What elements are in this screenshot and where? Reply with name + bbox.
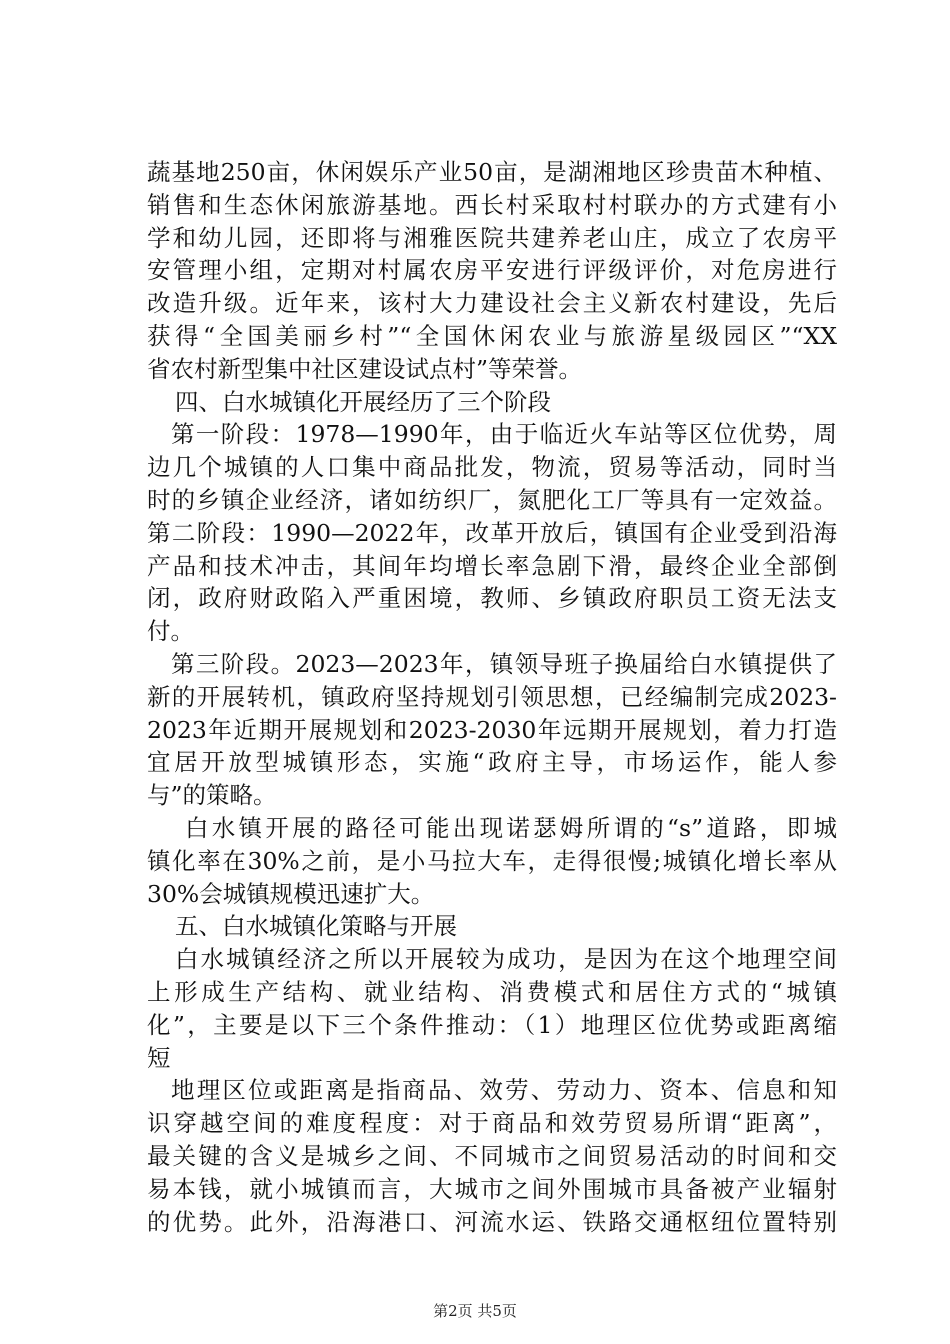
text-line: 最关键的含义是城乡之间、不同城市之间贸易活动的时间和交: [147, 1141, 837, 1170]
text-line: 新的开展转机，镇政府坚持规划引领思想，已经编制完成2023-: [147, 682, 837, 711]
section-heading: 四、白水城镇化开展经历了三个阶段: [175, 387, 551, 416]
text-line: 2023年近期开展规划和2023-2030年远期开展规划，着力打造: [147, 715, 837, 744]
body-text: [147, 156, 837, 1238]
text-line: 边几个城镇的人口集中商品批发，物流，贸易等活动，同时当: [147, 453, 837, 482]
text-line: 闭，政府财政陷入严重困境，教师、乡镇政府职员工资无法支: [147, 584, 837, 613]
text-line: 第二阶段：1990—2022年，改革开放后，镇国有企业受到沿海: [147, 518, 837, 547]
text-line: 上形成生产结构、就业结构、消费模式和居住方式的“城镇: [147, 977, 837, 1006]
text-line: 白水镇开展的路径可能出现诺瑟姆所谓的“s”道路，即城: [185, 813, 837, 842]
text-line: 易本钱，就小城镇而言，大城市之间外围城市具备被产业辐射: [147, 1174, 837, 1203]
text-line: 白水城镇经济之所以开展较为成功，是因为在这个地理空间: [175, 945, 837, 974]
text-line: 获得“全国美丽乡村”“全国休闲农业与旅游星级园区”“XX: [147, 321, 837, 350]
text-line: 省农村新型集中社区建设试点村”等荣誉。: [147, 354, 583, 383]
text-line: 时的乡镇企业经济，诸如纺织厂，氮肥化工厂等具有一定效益。: [147, 485, 837, 514]
text-line: 产品和技术冲击，其间年均增长率急剧下滑，最终企业全部倒: [147, 551, 837, 580]
text-line: 30%会城镇规模迅速扩大。: [147, 879, 435, 908]
text-line: 的优势。此外，沿海港口、河流水运、铁路交通枢纽位置特别: [147, 1207, 837, 1236]
text-line: 第一阶段：1978—1990年，由于临近火车站等区位优势，周: [171, 420, 837, 449]
section-heading: 五、白水城镇化策略与开展: [175, 912, 457, 941]
text-line: 镇化率在30%之前，是小马拉大车，走得很慢;城镇化增长率从: [147, 846, 837, 875]
text-line: 与”的策略。: [147, 781, 277, 810]
text-line: 第三阶段。2023—2023年，镇领导班子换届给白水镇提供了: [171, 649, 837, 678]
text-line: 销售和生态休闲旅游基地。西长村采取村村联办的方式建有小: [147, 190, 837, 219]
text-line: 蔬基地250亩，休闲娱乐产业50亩，是湖湘地区珍贵苗木种植、: [147, 158, 837, 186]
text-line: 化”，主要是以下三个条件推动：（1）地理区位优势或距离缩: [147, 1010, 837, 1039]
text-line: 识穿越空间的难度程度：对于商品和效劳贸易所谓“距离”，: [147, 1109, 837, 1138]
text-line: 安管理小组，定期对村属农房平安进行评级评价，对危房进行: [147, 256, 837, 285]
text-line: 短: [147, 1043, 171, 1072]
text-line: 地理区位或距离是指商品、效劳、劳动力、资本、信息和知: [171, 1076, 837, 1105]
page-number-footer: 第2页 共5页: [433, 1302, 517, 1320]
text-line: 改造升级。近年来，该村大力建设社会主义新农村建设，先后: [147, 289, 837, 318]
text-line: 学和幼儿园，还即将与湘雅医院共建养老山庄，成立了农房平: [147, 223, 837, 252]
text-line: 宜居开放型城镇形态，实施“政府主导，市场运作，能人参: [147, 748, 837, 777]
text-line: 付。: [147, 617, 194, 646]
